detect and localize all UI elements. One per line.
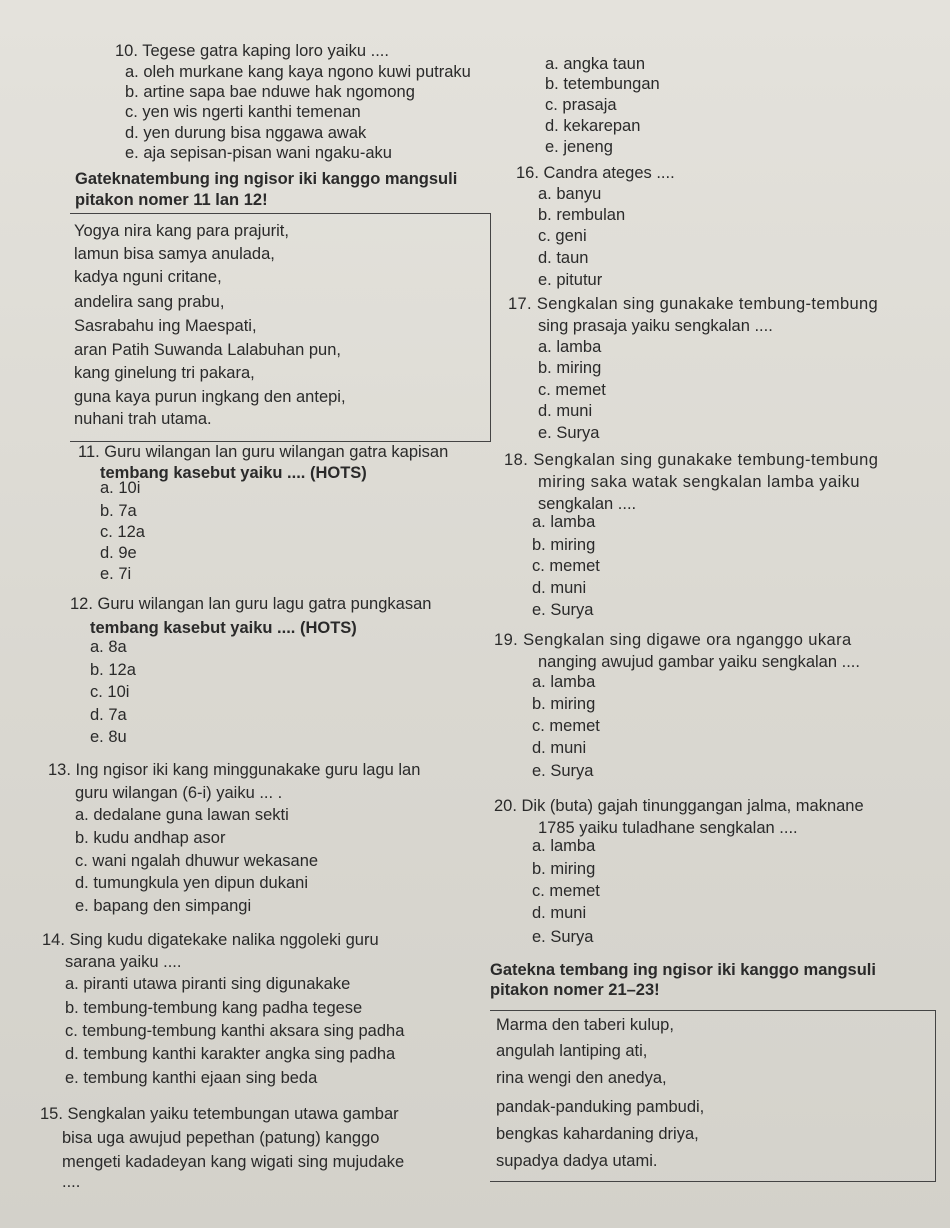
poem2-line: Marma den taberi kulup, [496,1016,674,1034]
q13-stem-line1: 13. Ing ngisor iki kang minggunakake guru lagu lan [48,761,421,779]
q10-option-b-cont: b. tetembungan [545,75,660,93]
q17-stem-line2: sing prasaja yaiku sengkalan .... [538,317,773,335]
q15-stem-line2: bisa uga awujud pepethan (patung) kanggo [62,1129,380,1147]
q17-option-c: c. memet [538,381,606,399]
q19-stem-line2: nanging awujud gambar yaiku sengkalan .... [538,653,860,671]
q10-option-d-cont: d. kekarepan [545,117,641,135]
q17-option-d: d. muni [538,402,593,420]
instruction-11-12-line1: Gateknatembung ing ngisor iki kanggo mangsuli [75,170,458,188]
instruction-21-23-line1: Gatekna tembang ing ngisor iki kanggo mangsuli [490,961,876,979]
q16-option-e: e. pitutur [538,271,603,289]
q10-stem: 10. Tegese gatra kaping loro yaiku .... [115,42,389,60]
q19-option-c: c. memet [532,717,600,735]
q18-option-b: b. miring [532,536,596,554]
q12-stem-line2: tembang kasebut yaiku .... (HOTS) [90,619,357,637]
q11-option-e: e. 7i [100,565,132,583]
poem2-line: bengkas kahardaning driya, [496,1125,699,1143]
poem1-line: kang ginelung tri pakara, [74,364,255,382]
poem1-line: guna kaya purun ingkang den antepi, [74,388,346,406]
poem2-line: pandak-panduking pambudi, [496,1098,705,1116]
q10-option-a-cont: a. angka taun [545,55,645,73]
poem2-line: supadya dadya utami. [496,1152,658,1170]
q18-option-c: c. memet [532,557,600,575]
q16-option-a: a. banyu [538,185,602,203]
q14-stem-line2: sarana yaiku .... [65,953,182,971]
q13-option-c: c. wani ngalah dhuwur wekasane [75,852,319,870]
q18-option-d: d. muni [532,579,587,597]
q11-option-d: d. 9e [100,544,137,562]
q15-stem-line3: mengeti kadadeyan kang wigati sing mujudake [62,1153,405,1171]
q20-stem-line2: 1785 yaiku tuladhane sengkalan .... [538,819,798,837]
q13-option-d: d. tumungkula yen dipun dukani [75,874,308,892]
q12-option-e: e. 8u [90,728,127,746]
q19-option-a: a. lamba [532,673,596,691]
q20-option-e: e. Surya [532,928,594,946]
q17-stem-line1: 17. Sengkalan sing gunakake tembung-tembung [508,295,879,313]
q11-option-b: b. 7a [100,502,137,520]
q13-option-b: b. kudu andhap asor [75,829,226,847]
q19-option-e: e. Surya [532,762,594,780]
q18-stem-line2: miring saka watak sengkalan lamba yaiku [538,473,861,491]
q12-stem-line1: 12. Guru wilangan lan guru lagu gatra pungkasan [70,595,432,613]
q10-option-c-cont: c. prasaja [545,96,617,114]
q10-option-d: d. yen durung bisa nggawa awak [125,124,367,142]
q17-option-a: a. lamba [538,338,602,356]
poem2-line: rina wengi den anedya, [496,1069,667,1087]
q16-option-d: d. taun [538,249,589,267]
poem1-line: lamun bisa samya anulada, [74,245,275,263]
q20-option-d: d. muni [532,904,587,922]
q20-stem-line1: 20. Dik (buta) gajah tinunggangan jalma, maknane [494,797,864,815]
q12-option-a: a. 8a [90,638,127,656]
q20-option-c: c. memet [532,882,600,900]
q13-option-e: e. bapang den simpangi [75,897,252,915]
instruction-21-23-line2: pitakon nomer 21–23! [490,981,660,999]
poem1-line: Yogya nira kang para prajurit, [74,222,289,240]
q12-option-c: c. 10i [90,683,130,701]
q17-option-b: b. miring [538,359,602,377]
q11-option-a: a. 10i [100,479,141,497]
q15-stem-line1: 15. Sengkalan yaiku tetembungan utawa gambar [40,1105,399,1123]
q14-option-b: b. tembung-tembung kang padha tegese [65,999,363,1017]
q18-stem-line1: 18. Sengkalan sing gunakake tembung-tembung [504,451,879,469]
poem1-line: andelira sang prabu, [74,293,225,311]
q11-stem-line1: 11. Guru wilangan lan guru wilangan gatra kapisan [78,443,449,461]
q11-stem-line2: tembang kasebut yaiku .... (HOTS) [100,464,367,482]
q14-option-c: c. tembung-tembung kanthi aksara sing padha [65,1022,405,1040]
q13-option-a: a. dedalane guna lawan sekti [75,806,289,824]
q14-option-d: d. tembung kanthi karakter angka sing padha [65,1045,396,1063]
poem1-line: aran Patih Suwanda Lalabuhan pun, [74,341,341,359]
q20-option-a: a. lamba [532,837,596,855]
poem1-line: Sasrabahu ing Maespati, [74,317,257,335]
q19-stem-line1: 19. Sengkalan sing digawe ora nganggo ukara [494,631,852,649]
q18-option-e: e. Surya [532,601,594,619]
q20-option-b: b. miring [532,860,596,878]
q10-option-b: b. artine sapa bae nduwe hak ngomong [125,83,415,101]
q19-option-b: b. miring [532,695,596,713]
q10-option-e: e. aja sepisan-pisan wani ngaku-aku [125,144,392,162]
q10-option-a: a. oleh murkane kang kaya ngono kuwi putraku [125,63,471,81]
q19-option-d: d. muni [532,739,587,757]
q14-option-a: a. piranti utawa piranti sing digunakake [65,975,351,993]
poem-box-2 [490,1010,936,1182]
q16-option-c: c. geni [538,227,587,245]
poem1-line: kadya nguni critane, [74,268,222,286]
q18-option-a: a. lamba [532,513,596,531]
instruction-11-12-line2: pitakon nomer 11 lan 12! [75,191,268,209]
poem2-line: angulah lantiping ati, [496,1042,648,1060]
q16-option-b: b. rembulan [538,206,626,224]
q12-option-d: d. 7a [90,706,127,724]
q11-option-c: c. 12a [100,523,145,541]
q12-option-b: b. 12a [90,661,136,679]
q14-stem-line1: 14. Sing kudu digatekake nalika nggoleki guru [42,931,379,949]
poem-box-1 [70,213,491,442]
q14-option-e: e. tembung kanthi ejaan sing beda [65,1069,318,1087]
q13-stem-line2: guru wilangan (6-i) yaiku ... . [75,784,283,802]
q16-stem: 16. Candra ateges .... [516,164,675,182]
q10-option-e-cont: e. jeneng [545,138,613,156]
poem1-line: nuhani trah utama. [74,410,212,428]
q17-option-e: e. Surya [538,424,600,442]
q15-stem-line4: .... [62,1173,81,1191]
q18-stem-line3: sengkalan .... [538,495,637,513]
q10-option-c: c. yen wis ngerti kanthi temenan [125,103,361,121]
